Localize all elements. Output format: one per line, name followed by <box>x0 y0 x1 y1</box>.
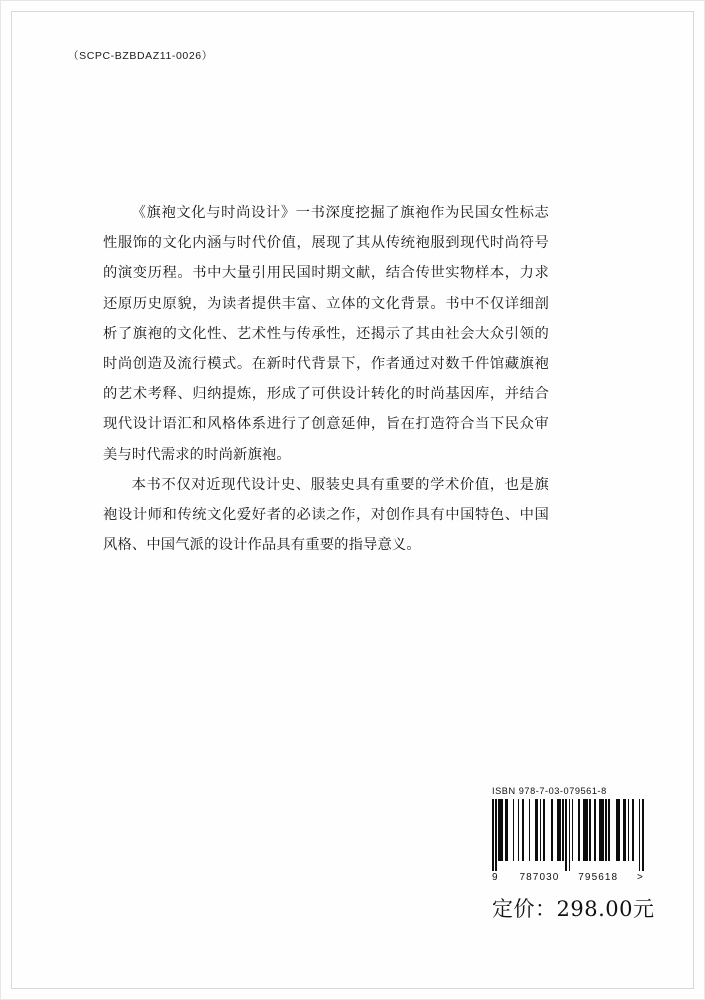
barcode-digits <box>492 872 644 883</box>
barcode-digit-trail: > <box>637 872 644 883</box>
blurb-paragraph-2: 本书不仅对近现代设计史、服装史具有重要的学术价值，也是旗袍设计师和传统文化爱好者的必读之作，对创作具有中国特色、中国风格、中国气派的设计作品具有重要的指导意义。 <box>103 476 549 554</box>
barcode-digits-right: 795618 <box>578 872 619 883</box>
barcode-digits-left: 787030 <box>519 872 560 883</box>
blurb-paragraph-1: 《旗袍文化与时尚设计》一书深度挖掘了旗袍作为民国女性标志性服饰的文化内涵与时代价值，展现了其从传统袍服到现代时尚符号的演变历程。书中大量引用民国时期文献，结合传世实物样本，力求还原历史原貌，为读者提供丰富、立体的文化背景。书中不仅详细剖析了旗袍的文化性、艺术性与传承性，还揭示了其由社会大众引领的时尚创造及流行模式。在新时代背景下，作者通过对数千件馆藏旗袍的艺术考释、归纳提炼，形成了可供设计转化的时尚基因库，并结合现代设计语汇和风格体系进行了创意延伸，旨在打造符合当下民众审美与时代需求的时尚新旗袍。 <box>103 205 549 463</box>
blurb-text-block <box>103 198 549 560</box>
barcode-bar <box>642 799 644 871</box>
isbn-label: ISBN 978-7-03-079561-8 <box>492 786 607 796</box>
catalog-code: （SCPC-BZBDAZ11-0026） <box>68 50 213 62</box>
barcode-block <box>492 786 644 883</box>
barcode-bars <box>492 799 644 871</box>
price-label: 定价：298.00元 <box>492 897 655 921</box>
barcode-digit-lead: 9 <box>492 872 499 883</box>
